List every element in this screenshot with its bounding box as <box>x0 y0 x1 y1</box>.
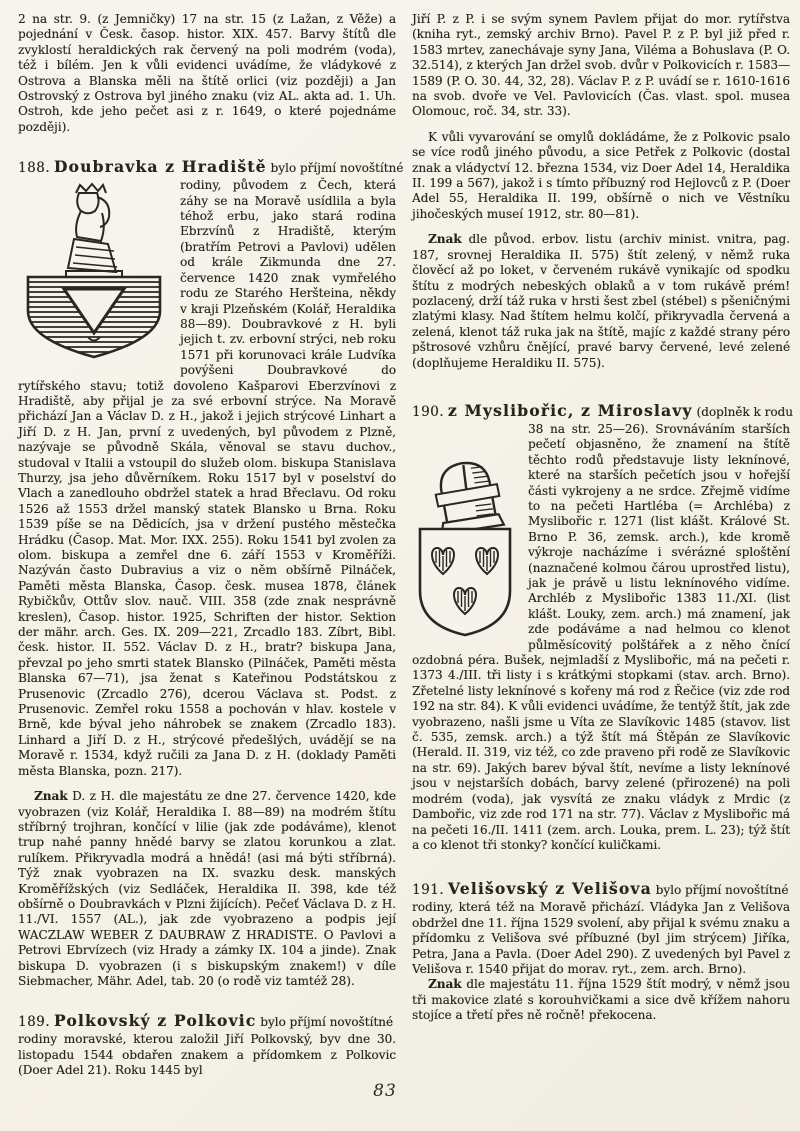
page-number: 83 <box>373 1081 397 1101</box>
entry-190-body: 38 na str. 25—26). Srovnáváním starších pečetí objasněno, že znamení na štítě těchto rodů představuje listy leknínové, které na starších pečetích jsou v hořejší části vykrojeny a ne srdce. Zřejmě vidíme to na pečeti Hartléba (= Archléba) z Myslibořic r. 1271 (list klášt. Králové St. Brno P. 36, zemsk. arch.), kde kromě výkroje nacházíme i svérázné sploštění (naznačené kolmou čárou uprostřed listu), jak je právě u listu leknínového vidíme. Archléb z Myslibořic 1383 11./XI. (list klášt. Louky, zem. arch.) má znamení, jak zde podáváme a nad helmou co klenot půlměsícovitý polštářek a z něho čnící ozdobná péra. Bušek, nejmladší z Myslibořic, má na pečeti r. 1373 4./III. tři listy i s krátkými stopkami (stav. arch. Brno). Zřetelné listy leknínové s kořeny má rod z Řečice (viz zde rod 192 na str. 84). K vůli evidenci uvádíme, že tentýž štít, jak zde vyobrazeno, našli jsme u Víta ze Slavíkovic 1485 (stavov. list č. 535, zemsk. arch.) a týž štít má Štěpán ze Slavíkovic (Herald. II. 319, viz též, co zde praveno při rodě ze Slavíkovic na str. 69). Jakých barev býval štít, nevíme a listy leknínové jsou v nejstarších dobách, barvy zelené (přirozené) na poli modrém (voda), jak vysvítá ze znaku vládyk z Mrdic (z Dambořic, viz zde rod 171 na str. 77). Václav z Myslibořic má na pečeti 16./II. 1411 (zem. arch. Louka, prem. L. 23); týž štít a co klenot tři stonky? končící kuličkami. <box>412 421 790 852</box>
entry-189-number: 189. <box>18 1014 51 1031</box>
polkovic-second-paragraph: K vůli vyvarování se omylů dokládáme, že z Polkovic psalo se více rodů jiného původu, a sice Petřek z Polkovic (dostal znak a vládyctví 12. března 1534, viz Doer Adel 14, Heraldika II. 199 a 567), jakož i s tímto příbuzný rod Hejlovců z P. (Doer Adel 55, Heraldika II. 199, obšírně o nich ve Věstníku jihočeských museí 1912, str. 80—81). <box>412 129 790 221</box>
entry-189 <box>18 1011 396 1078</box>
entry-188-heading <box>18 157 404 178</box>
continuation-paragraph-right: Jiří P. z P. i se svým synem Pavlem přijat do mor. rytířstva (kniha ryt., zemský archiv Brno). Pavel P. z P. byl již před r. 1583 mrtev, zanechávaje syny Jana, Viléma a Bohuslava (P. O. 32.514), z kterých Jan držel svob. dvůr v Polkovicích r. 1583—1589 (P. O. 30. 44, 32, 28). Václav P. z P. uvádí se r. 1610-1616 na svob. dvoře ve Vel. Pavlovicích (Čas. vlast. spol. musea Olomouc, roč. 34, str. 33). <box>412 12 790 119</box>
entry-189-title: Polkovský z Polkovic <box>53 1011 257 1031</box>
doubravka-crest-image <box>18 181 170 361</box>
entry-191-title: Velišovský z Velišova <box>447 879 652 899</box>
entry-188-znak-text: D. z H. dle majestátu ze dne 27. července 1420, kde vyobrazen (viz Kolář, Heraldika I. 88—89) na modrém štítu stříbrný trojhran, končící v lilie (jak zde podáváme), klenot trup nahé panny hnědé barvy se zlatou korunkou a zlat. rulíkem. Přikryvadla modrá a hnědá! (asi má býti stříbrná). Týž znak vyobrazen na IX. svazku desk. manských Kroměřížských (viz Sedláček, Heraldika II. 398, kde též obšírně o Doubravkách v Plzni žijících). Pečeť Václava D. z H. 11./VI. 1557 (AL.), jak zde vyobrazeno a podpis její WACZLAW WEBER Z DAUBRAW Z HRADISTE. O Pavlovi a Petrovi Ebrvízech (viz Hrady a zámky IX. 104 a jinde). Znak biskupa D. vyobrazen (i s biskupským znakem!) v díle Siebmacher, Mähr. Adel, tab. 20 (o rodě viz tamtéž 28). <box>18 789 396 988</box>
entry-189-lead: bylo příjmí novoštítné <box>260 1015 393 1030</box>
entry-191 <box>412 879 790 1023</box>
entry-191-lead: bylo příjmí novoštítné <box>655 883 789 898</box>
entry-191-znak-paragraph <box>412 977 790 1023</box>
entry-188 <box>18 157 404 989</box>
entry-190-lead: (doplněk k rodu <box>696 404 793 419</box>
entry-191-znak-text: dle majestátu 11. října 1529 štít modrý, v němž jsou tři makovice zlaté s korouhvičkami a sice dvě křížem nahoru stojíce a třetí přes ně ročně! překocena. <box>412 977 790 1023</box>
entry-190 <box>412 400 793 853</box>
entry-190-heading <box>412 400 793 422</box>
entry-191-number: 191. <box>412 882 445 899</box>
entry-191-heading <box>412 879 790 900</box>
entry-189-body: rodiny moravské, kterou založil Jiří Polkovský, byv dne 30. listopadu 1544 obdařen znakem a přídomkem z Polkovic (Doer Adel 21). Roku 1445 byl <box>18 1032 396 1078</box>
mysliboric-shield-illustration <box>412 425 518 641</box>
entry-188-body: rodiny, původem z Čech, která záhy se na Moravě usídlila a byla téhož erbu, jako stará rodina Ebrzvínů z Hradiště, kterým (bratřím Petrovi a Pavlovi) udělen od krále Zikmunda dne 27. července 1420 znak vymřelého rodu ze Starého Heršteina, někdy v kraji Plzeňském (Kolář, Heraldika 88—89). Doubravkové z H. byli jejich t. zv. erbovní strýci, neb roku 1571 při korunovaci krále Ludvíka povýšeni Doubravkové do rytířského stavu; totiž dovoleno Kašparovi Eberzvínovi z Hradiště, aby přijal je za své erbovní strýce. Na Moravě přichází Jan a Václav D. z H., jakož i jejich strýcové Linhart a Jiří D. z H. Jan, první z uvedených, byl původem z Plzně, nazývaje se původně Skála, věnoval se stavu duchov., studoval v Italii a vstoupil do služeb olom. biskupa Stanislava Thurzy, jsa jeho důvěrníkem. Roku 1517 byl v poselství do Vlach a zanedlouho obdržel statek a hrad Břeclavu. Od roku 1526 až 1553 držel manský statek Blansko u Brna. Roku 1539 píše se na Dědicích, jsa v držení pustého městečka Hrádku (Časop. Mat. Mor. IXX. 255). Roku 1541 byl zvolen za olom. biskupa a zemřel dne 6. září 1553 v Kroměříži. Nazýván často Dubravius a viz o něm obšírně Pilnáček, Paměti města Blanska, Časop. česk. musea 1878, článek Rybičkův, Ottův slov. nauč. VIII. 358 (zde znak nesprávně kreslen), Časop. histor. 1925, Schriften der histor. Sektion der mähr. arch. Ges. IX. 209—221, Zrcadlo 183. Zíbrt, Bibl. česk. histor. II. 552. Václav D. z H., bratr? biskupa Jana, převzal po jeho smrti statek Blansko (Pilnáček, Paměti města Blanska 67—71), jsa ženat s Kateřinou Podstátskou z Prusenovic (Zrcadlo 276), dcerou Václava st. Podst. z Prusenovic. Zemřel roku 1558 a pochován v hlav. kostele v Brně, kde býval jeho náhrobek se znakem (Zrcadlo 183). Linhard a Jiří D. z H., strýcové předešlých, uvádějí se na Moravě r. 1534, když ručili za Jana D. z H. (doklady Paměti města Blanska, pozn. 217). <box>18 178 396 778</box>
doubravka-crest-illustration <box>18 181 170 361</box>
polkovic-znak-paragraph <box>412 232 790 371</box>
entry-190-title: z Myslibořic, z Miroslavy <box>447 400 693 420</box>
entry-191-znak-label: Znak <box>428 977 462 992</box>
entry-188-znak-paragraph <box>18 789 396 989</box>
entry-188-lead: bylo příjmí novoštítné <box>270 161 404 176</box>
left-column <box>18 12 404 1079</box>
continuation-paragraph-left: 2 na str. 9. (z Jemničky) 17 na str. 15 (z Lažan, z Věže) a pojednání v Česk. časop. histor. XIX. 457. Barvy štítů dle zvyklostí heraldických rak červený na poli modrém (voda), též i bílém. Jen k vůli evidenci uvádíme, že vládykové z Ostrova a Blanska měli na štítě orlici (viz později) a Jan Ostrovský z Ostrova byl jiného znaku (viz AL. akta ad. 1. Uh. Ostroh, kde jeho pečet asi z r. 1649, o které pojednáme později). <box>18 12 396 134</box>
polkovic-znak-label: Znak <box>428 232 462 247</box>
mysliboric-shield-image <box>412 425 518 641</box>
right-column <box>412 12 793 1079</box>
entry-191-body: rodiny, která též na Moravě přichází. Vládyka Jan z Velišova obdržel dne 11. října 1529 svolení, aby přijal k svému znaku a přídomku z Velišova své příbuzné (byl jim strýcem) Jiříka, Petra, Jana a Pavla. (Doer Adel 290). Z uvedených byl Pavel z Velišova r. 1540 přijat do morav. ryt., zem. arch. Brno). <box>412 900 790 976</box>
entry-188-title: Doubravka z Hradiště <box>53 157 267 177</box>
entry-188-number: 188. <box>18 160 51 177</box>
entry-189-heading <box>18 1011 396 1032</box>
entry-188-znak-label: Znak <box>34 789 68 804</box>
polkovic-znak-text: dle původ. erbov. listu (archiv minist. vnitra, pag. 187, srovnej Heraldika II. 575) štít zelený, v němž ruka člověcí až po loket, v červeném rukávě vynikajíc od spodku štítu z modrých nebeských oblaků a v tom rukávě prém! pozlacený, drží táž ruka v hrsti šest zbel (stébel) s pšeničnými zlatými klasy. Nad štítem helmu kolčí, přikryvadla červená a zelená, klenot táž ruka jak na štítě, majíc z každé strany péro pštrosové vzhůru čnějící, pravé barvy červené, levé zelené (doplňujeme Heraldiku II. 575). <box>412 232 790 370</box>
entry-190-number: 190. <box>412 403 445 420</box>
